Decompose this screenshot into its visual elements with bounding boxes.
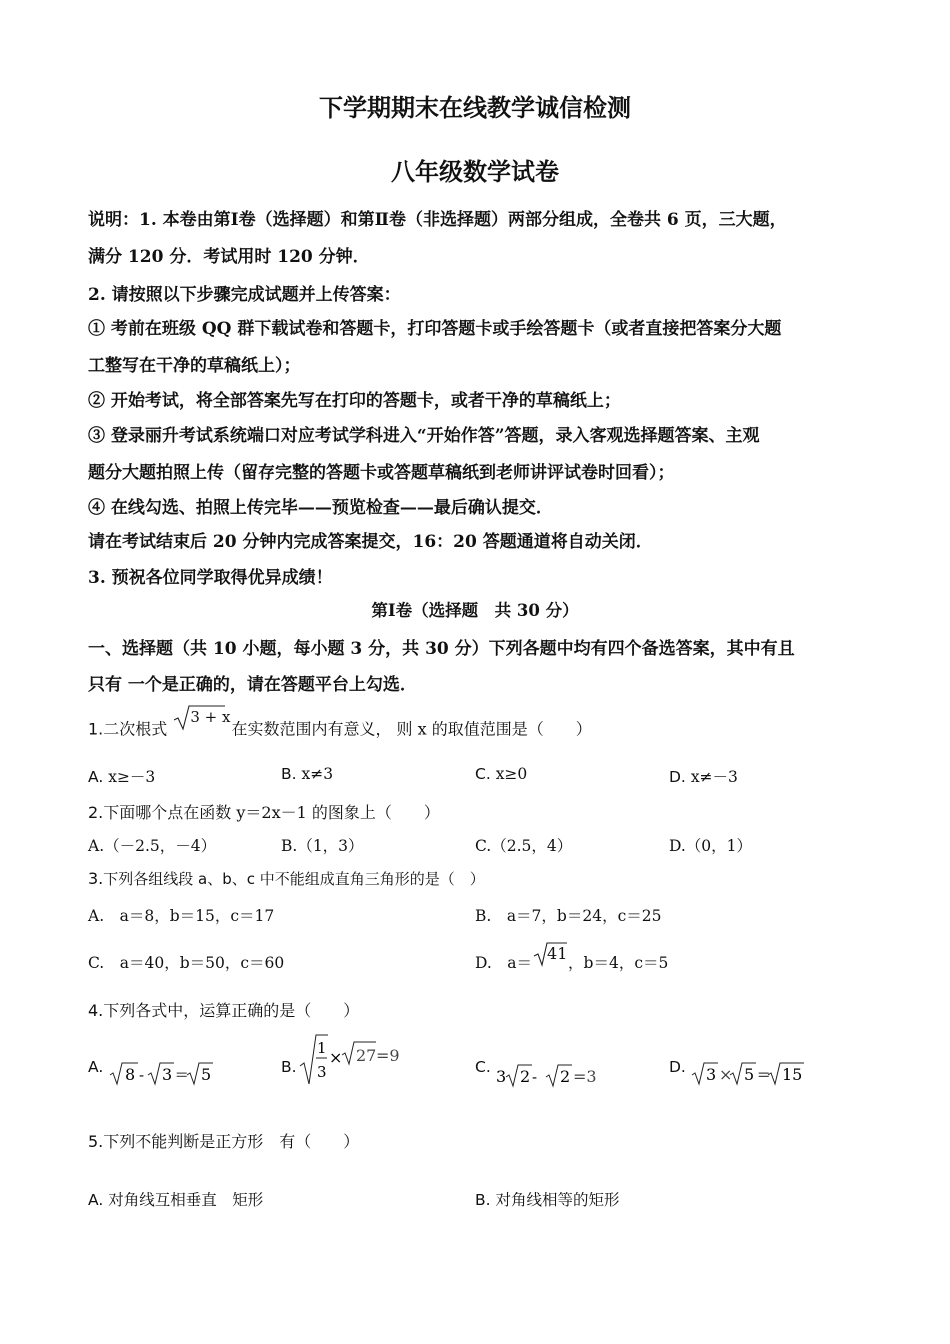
radicand: 5 — [201, 1065, 212, 1084]
option-d[interactable] — [475, 944, 669, 977]
question-text: 二次根式 — [103, 719, 168, 739]
option-text: x≥－3 — [108, 768, 156, 786]
sqrt-expression — [172, 704, 231, 732]
option-text: x≠3 — [301, 765, 334, 783]
option-a[interactable] — [88, 1058, 103, 1076]
question-text: 下列各组线段 a、b、c 中不能组成直角三角形的是（ ） — [103, 870, 485, 888]
operator: = — [175, 1065, 189, 1084]
instruction-line: ② 开始考试，将全部答案先写在打印的答题卡，或者干净的草稿纸上； — [88, 391, 621, 411]
option-a[interactable] — [88, 765, 155, 787]
option-label: A. — [88, 1058, 104, 1076]
operator: × — [329, 1048, 343, 1067]
instruction-line: 请在考试结束后 20 分钟内完成答案提交，16：20 答题通道将自动关闭． — [88, 532, 653, 552]
option-label: C. — [475, 1058, 491, 1076]
question-text: 下面哪个点在函数 y＝2x－1 的图象上（ ） — [103, 803, 440, 822]
option-d[interactable] — [669, 1058, 686, 1076]
option-a[interactable]: A. a＝8，b＝15，c＝17 — [88, 907, 275, 925]
instruction-line: 满分 120 分．考试用时 120 分钟． — [88, 247, 370, 267]
option-b[interactable] — [281, 765, 333, 783]
section-heading: 第Ⅰ卷（选择题 共 30 分） — [371, 601, 579, 620]
option-label: B. — [281, 1058, 297, 1076]
result: =3 — [573, 1067, 597, 1086]
question-5 — [88, 1129, 359, 1152]
fraction-denominator: 3 — [317, 1063, 327, 1081]
radicand: 27 — [356, 1046, 377, 1065]
section-intro: 一、选择题（共 10 小题，每小题 3 分，共 30 分）下列各题中均有四个备选答案，其中有且 — [88, 639, 795, 659]
question-text: 下列不能判断是正方形 有（ ） — [103, 1132, 360, 1151]
radicand: 41 — [547, 944, 568, 963]
page-subtitle: 八年级数学试卷 — [391, 157, 559, 186]
radicand: 3 — [706, 1065, 717, 1084]
instruction-line: 工整写在干净的草稿纸上）； — [88, 356, 301, 376]
option-text: x≥0 — [495, 765, 528, 783]
option-c[interactable]: C. a＝40，b＝50，c＝60 — [88, 954, 285, 972]
option-b[interactable] — [475, 1188, 620, 1210]
instruction-line: 2. 请按照以下步骤完成试题并上传答案： — [88, 285, 401, 305]
question-3 — [88, 868, 485, 889]
instruction-line: 题分大题拍照上传（留存完整的答题卡或答题草稿纸到老师讲评试卷时回看）； — [88, 463, 675, 483]
option-a[interactable]: A.（－2.5，－4） — [88, 837, 217, 855]
result: =9 — [376, 1046, 400, 1065]
instruction-line: 说明：1. 本卷由第Ⅰ卷（选择题）和第Ⅱ卷（非选择题）两部分组成，全卷共 6 页，三大题， — [88, 210, 787, 230]
option-c[interactable]: C.（2.5，4） — [475, 837, 573, 855]
fraction-numerator: 1 — [317, 1039, 327, 1057]
radicand: 2 — [520, 1067, 531, 1086]
option-text: x≠－3 — [690, 768, 738, 786]
radicand: 3 — [162, 1065, 173, 1084]
instruction-line: ① 考前在班级 QQ 群下载试卷和答题卡，打印答题卡或手绘答题卡（或者直接把答案分大题 — [88, 319, 782, 339]
option-b[interactable]: B. a＝7，b＝24，c＝25 — [475, 907, 662, 925]
question-number: 2. — [88, 803, 104, 822]
option-label: A. — [88, 768, 104, 786]
sqrt-expression — [532, 941, 568, 967]
question-number: 5. — [88, 1132, 104, 1151]
section-intro: 只有 一个是正确的，请在答题平台上勾选． — [88, 675, 417, 695]
option-c[interactable] — [475, 1058, 491, 1076]
operator: - — [139, 1066, 145, 1084]
option-b[interactable] — [281, 1058, 297, 1076]
radicand: 3 + x — [190, 708, 231, 726]
question-text: 下列各式中，运算正确的是（ ） — [103, 1001, 360, 1020]
radicand: 2 — [560, 1067, 571, 1086]
option-label: D. — [669, 1058, 686, 1076]
question-number: 3. — [88, 869, 104, 888]
option-text: 对角线相等的矩形 — [495, 1191, 620, 1209]
instruction-line: ④ 在线勾选、拍照上传完毕——预览检查——最后确认提交． — [88, 498, 553, 518]
option-label: B. — [475, 1191, 491, 1209]
question-1 — [88, 708, 592, 744]
option-text: 对角线互相垂直 矩形 — [108, 1191, 264, 1209]
option-b[interactable]: B.（1，3） — [281, 837, 364, 855]
question-number: 1. — [88, 719, 104, 739]
option-label: D. — [669, 768, 686, 786]
math-expression-a — [108, 1058, 218, 1088]
operator: × — [719, 1065, 733, 1084]
option-d[interactable]: D.（0，1） — [669, 837, 753, 855]
question-2 — [88, 800, 440, 823]
instruction-line: 3. 预祝各位同学取得优异成绩！ — [88, 568, 333, 588]
option-d[interactable] — [669, 765, 738, 787]
option-text: ，b＝4，c＝5 — [568, 954, 669, 972]
coefficient: 3 — [496, 1067, 507, 1086]
question-number: 4. — [88, 1001, 104, 1020]
question-4 — [88, 998, 359, 1021]
operator: = — [757, 1065, 771, 1084]
question-text: 在实数范围内有意义， 则 x 的取值范围是（ ） — [231, 719, 592, 739]
option-label: C. — [475, 765, 491, 783]
page-title: 下学期期末在线教学诚信检测 — [319, 93, 631, 122]
option-a[interactable] — [88, 1188, 263, 1210]
radicand: 5 — [744, 1065, 755, 1084]
option-c[interactable] — [475, 765, 527, 783]
option-label: A. — [88, 1191, 104, 1209]
math-expression-b — [298, 1032, 418, 1088]
math-expression-d — [690, 1058, 810, 1088]
radicand: 8 — [125, 1065, 136, 1084]
option-text: D. a＝ — [475, 954, 533, 972]
math-expression-c — [494, 1060, 604, 1090]
operator: - — [532, 1068, 538, 1086]
radicand: 15 — [782, 1065, 803, 1084]
option-label: B. — [281, 765, 297, 783]
instruction-line: ③ 登录丽升考试系统端口对应考试学科进入“开始作答”答题，录入客观选择题答案、主观 — [88, 426, 760, 446]
